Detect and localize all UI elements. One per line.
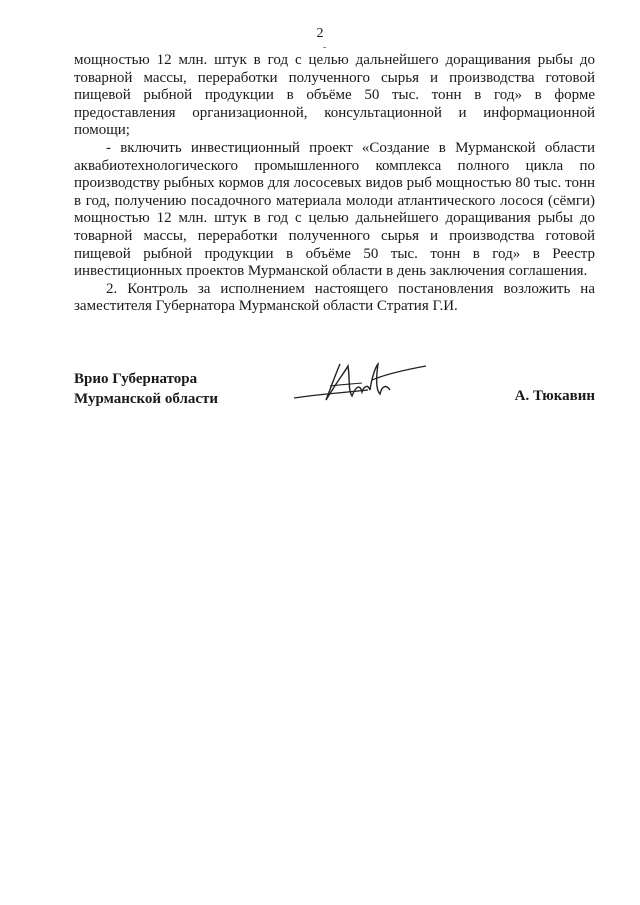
handwritten-signature	[290, 356, 430, 408]
signatory-position	[74, 369, 218, 409]
paragraph-include-project: - включить инвестиционный проект «Создание в Мурманской области аквабиотехнологического промышленного комплекса полного цикла по производству рыбных кормов для лососевых видов рыб мощностью 80 тыс. тонн в год, получению посадочного материала молоди атлантического лосося (сёмги) мощностью 12 млн. штук в год с целью дальнейшего доращивания рыбы до товарной массы, переработки полученного сырья и производства готовой пищевой рыбной продукции в объёме 50 тыс. тонн в год» в Реестр инвестиционных проектов Мурманской области в день заключения соглашения.	[74, 139, 595, 280]
signatory-position-line2: Мурманской области	[74, 391, 219, 407]
document-body	[74, 52, 595, 316]
page-number: 2	[316, 26, 324, 41]
signatory-name: А. Тюкавин	[514, 388, 595, 404]
paragraph-continuation: мощностью 12 млн. штук в год с целью дальнейшего доращивания рыбы до товарной массы, переработки полученного сырья и производства готовой пищевой рыбной продукции в объёме 50 тыс. тонн в год» в форме предоставления организационной, консультационной и информационной помощи;	[74, 52, 595, 139]
paragraph-control: 2. Контроль за исполнением настоящего постановления возложить на заместителя Губернатора Мурманской области Стратия Г.И.	[74, 280, 595, 315]
page-mark: -	[323, 42, 327, 53]
signatory-position-line1: Врио Губернатора	[74, 371, 198, 387]
